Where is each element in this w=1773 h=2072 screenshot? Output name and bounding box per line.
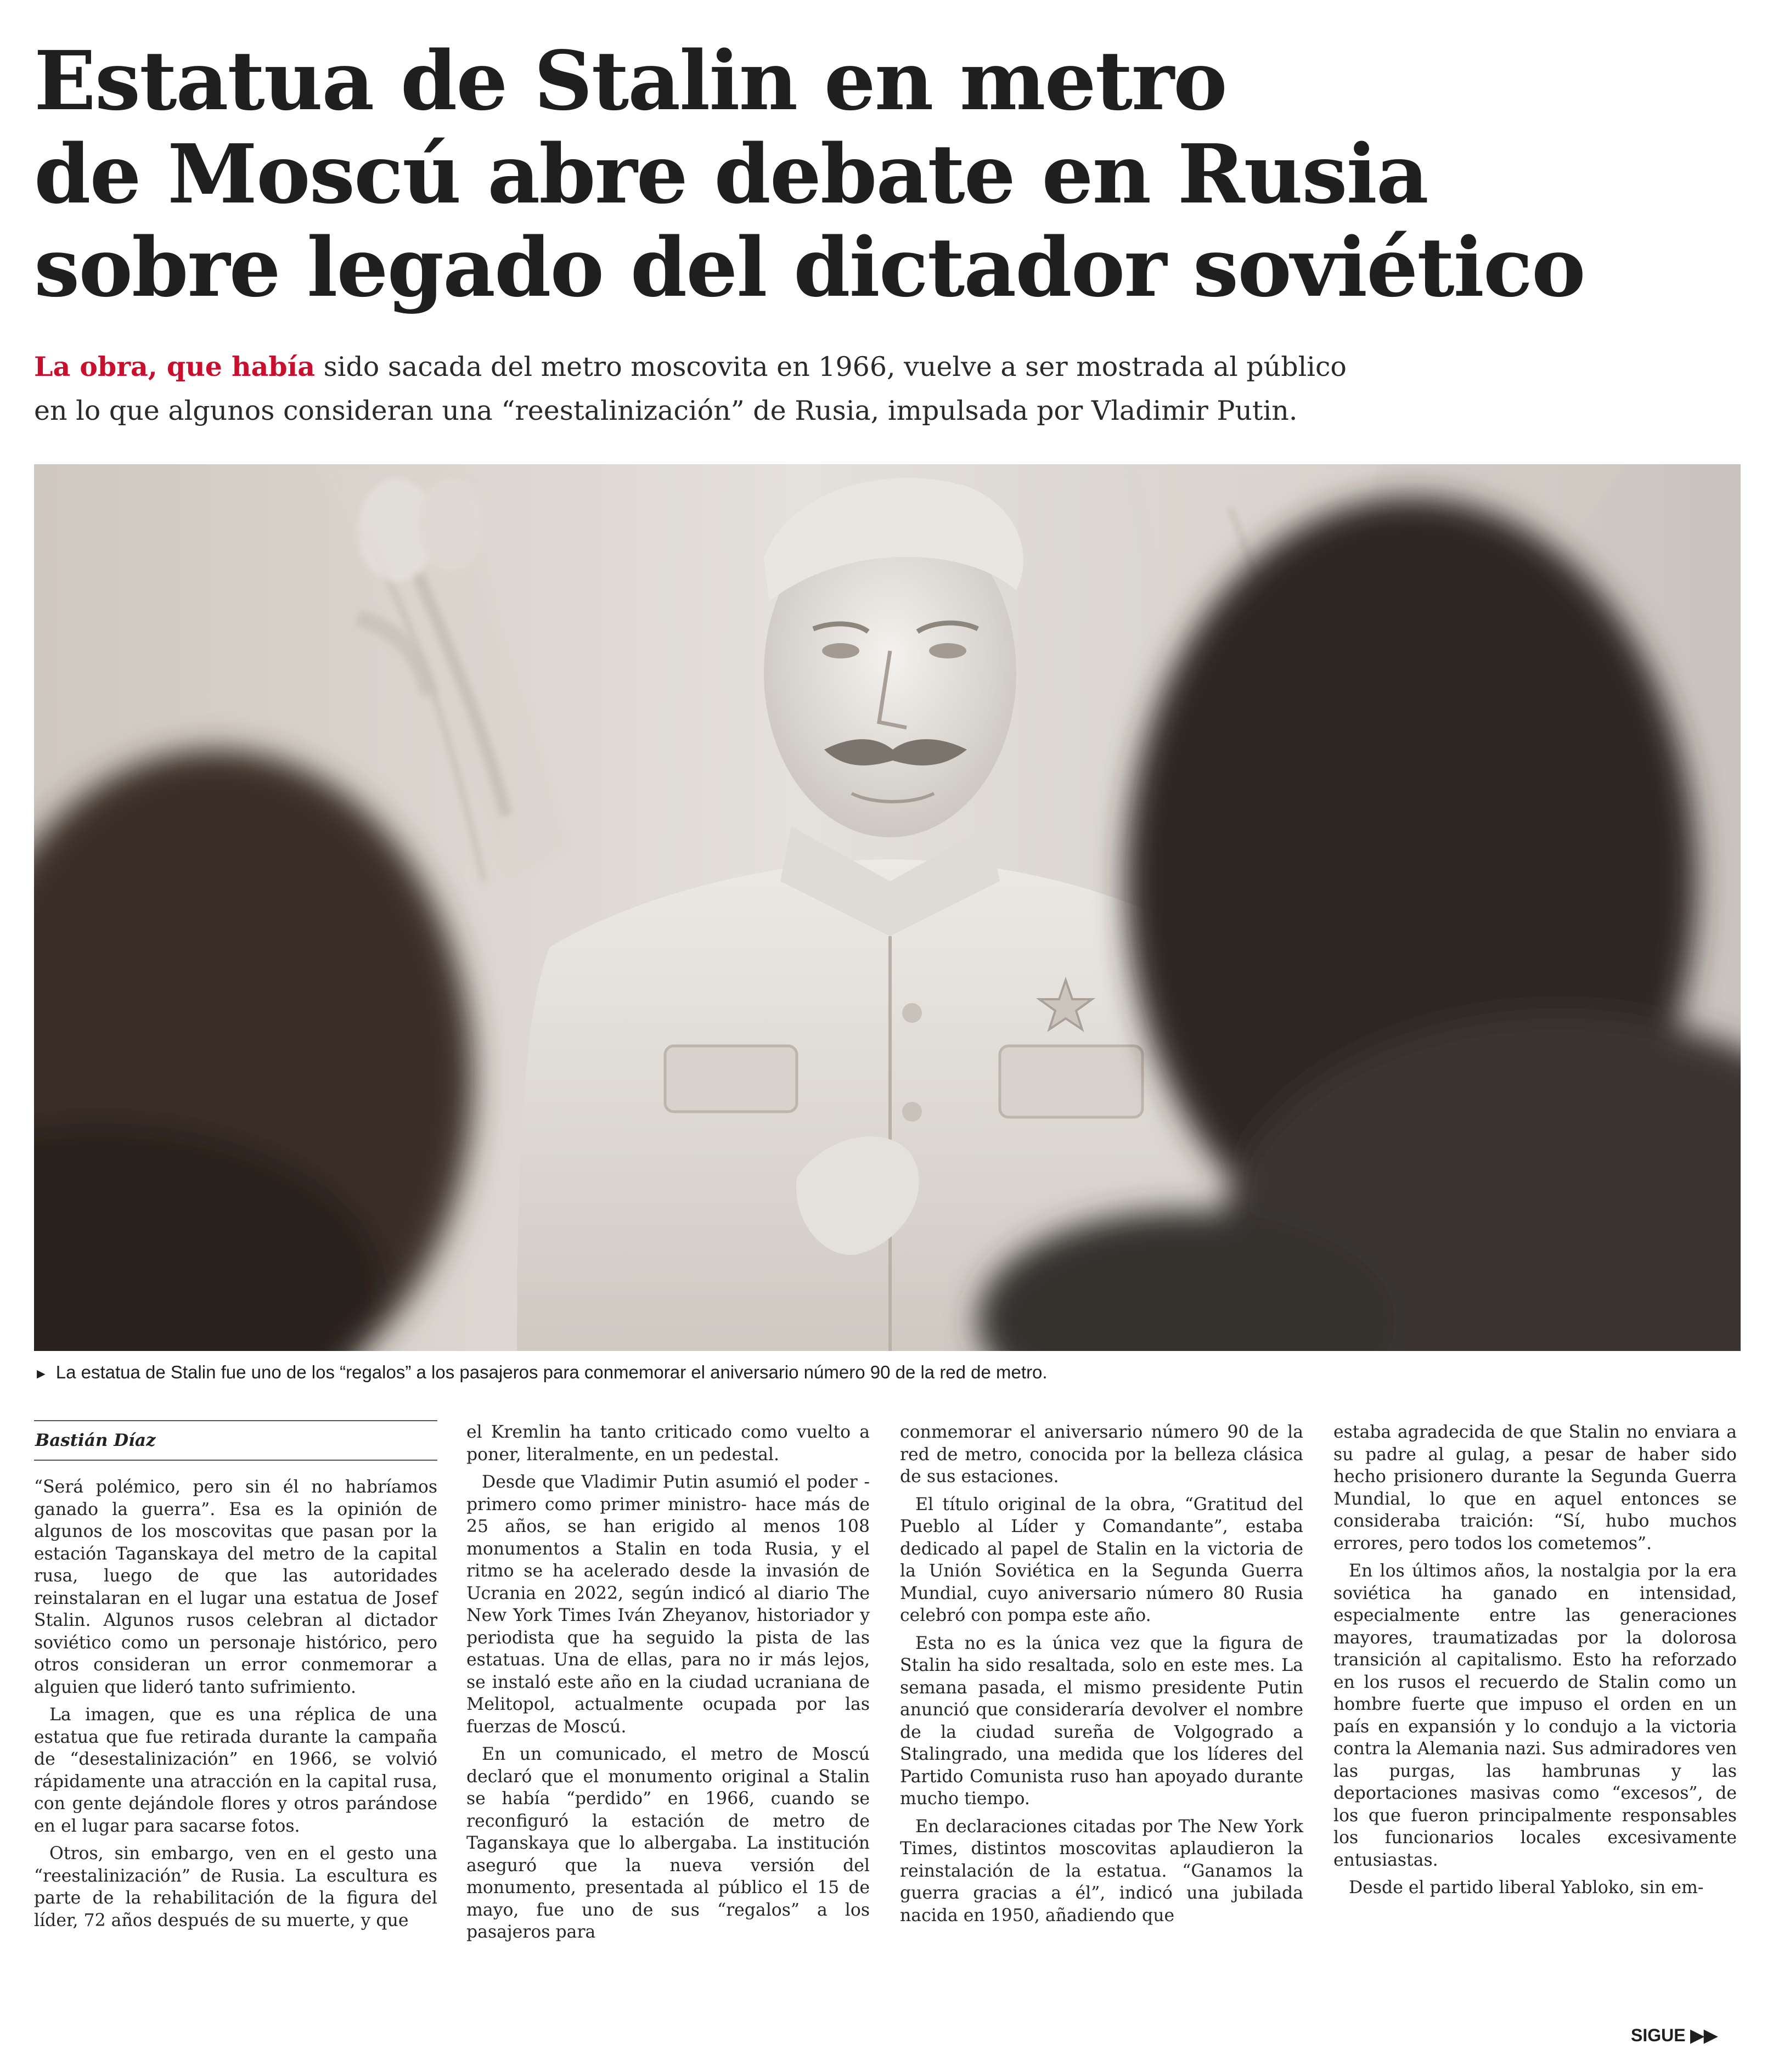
paragraph: el Kremlin ha tanto criticado como vuelto a poner, literalmente, en un pedestal.: [466, 1422, 870, 1465]
article-column-3: [900, 1421, 1303, 1927]
paragraph: Desde que Vladimir Putin asumió el poder -primero como primer ministro- hace más de 25 años, se han erigido al menos 108 monumentos a Stalin en toda Rusia, y el ritmo se ha acelerado desde la invasión de Ucrania en 2022, según indicó al diario The New York Times Iván Zheyanov, historiador y periodista que ha seguido la pista de las estatuas. Una de ellas, para no ir más lejos, se instaló este año en la ciudad ucraniana de Melitopol, actualmente ocupada por las fuerzas de Moscú.: [466, 1472, 870, 1737]
byline-block: [34, 1420, 437, 1461]
paragraph: Otros, sin embargo, ven en el gesto una “reestalinización” de Rusia. La escultura es parte de la rehabilitación de la figura del líder, 72 años después de su muerte, y que: [34, 1844, 437, 1930]
article-column-4: [1333, 1421, 1737, 1899]
deck-line-2: en lo que algunos consideran una “reestalinización” de Rusia, impulsada por Vladimir Putin.: [34, 395, 1298, 426]
deck-subheadline: [34, 345, 1746, 433]
paragraph: Esta no es la única vez que la figura de Stalin ha sido resaltada, solo en este mes. La semana pasada, el mismo presidente Putin anunció que consideraría devolver el nombre de la ciudad sureña de Volgogrado a Stalingrado, una medida que los líderes del Partido Comunista ruso han apoyado durante mucho tiempo.: [900, 1633, 1303, 1809]
caption-marker-icon: ►: [34, 1365, 48, 1382]
byline-bottom-rule: [34, 1460, 437, 1461]
paragraph: En los últimos años, la nostalgia por la era soviética ha ganado en intensidad, especialmente entre las generaciones mayores, traumatizadas por la dolorosa transición al capitalismo. Esto ha reforzado en los rusos el recuerdo de Stalin como un hombre fuerte que impuso el orden en un país en expansión y lo condujo a la victoria contra la Alemania nazi. Sus admiradores ven las purgas, las hambrunas y las deportaciones masivas como “excesos”, de los que fueron principalmente responsables los funcionarios locales excesivamente entusiastas.: [1333, 1561, 1737, 1870]
continue-marker: SIGUE ▶▶: [1631, 2025, 1718, 2045]
paragraph: estaba agradecida de que Stalin no enviara a su padre al gulag, a pesar de haber sido hecho prisionero durante la Segunda Guerra Mundial, lo que en aquel entonces se consideraba traición: “Sí, hubo muchos errores, pero todos los cometemos”.: [1333, 1422, 1737, 1553]
paragraph: “Será polémico, pero sin él no habríamos ganado la guerra”. Esa es la opinión de algunos de los moscovitas que pasan por la estación Taganskaya del metro de la capital rusa, luego de que las autoridades reinstalaran en el lugar una estatua de Josef Stalin. Algunos rusos celebran al dictador soviético como un personaje histórico, pero otros consideran un error conmemorar a alguien que lideró tanto sufrimiento.: [34, 1477, 437, 1697]
paragraph: Desde el partido liberal Yabloko, sin em-: [1349, 1878, 1704, 1898]
paragraph: En un comunicado, el metro de Moscú declaró que el monumento original a Stalin se había “perdido” en 1966, cuando se reconfiguró la estación de metro de Taganskaya que lo albergaba. La institución aseguró que la nueva versión del monumento, presentada al público el 15 de mayo, fue uno de sus “regalos” a los pasajeros para: [466, 1744, 870, 1942]
paragraph: La imagen, que es una réplica de una estatua que fue retirada durante la campaña de “desestalinización” en 1966, se volvió rápidamente una atracción en la capital rusa, con gente dejándole flores y otros parándose en el lugar para sacarse fotos.: [34, 1705, 437, 1836]
paragraph: En declaraciones citadas por The New York Times, distintos moscovitas aplaudieron la reinstalación de la estatua. “Ganamos la guerra gracias a él”, indicó una jubilada nacida en 1950, añadiendo que: [900, 1816, 1303, 1925]
caption-text: La estatua de Stalin fue uno de los “regalos” a los pasajeros para conmemorar el aniversario número 90 de la red de metro.: [55, 1362, 1048, 1382]
deck-line-1-rest: sido sacada del metro moscovita en 1966, vuelve a ser mostrada al público: [315, 351, 1347, 382]
article-column-2: [466, 1421, 870, 1944]
headline-line-2: de Moscú abre debate en Rusia: [34, 126, 1428, 222]
headline-line-1: Estatua de Stalin en metro: [34, 33, 1226, 128]
byline-author: Bastián Díaz: [35, 1431, 156, 1450]
paragraph: El título original de la obra, “Gratitud del Pueblo al Líder y Comandante”, estaba dedicado al papel de Stalin en la victoria de la Unión Soviética en la Segunda Guerra Mundial, cuyo aniversario número 80 Rusia celebró con pompa este año.: [900, 1494, 1303, 1625]
deck-lead: La obra, que había: [34, 351, 316, 382]
article-column-1: [34, 1476, 437, 1932]
deck-line-1: [34, 345, 1746, 389]
headline-line-3: sobre legado del dictador soviético: [34, 219, 1585, 315]
headline: [34, 34, 1746, 314]
photo-caption: [34, 1360, 1746, 1386]
paragraph: conmemorar el aniversario número 90 de la red de metro, conocida por la belleza clásica de sus estaciones.: [900, 1422, 1303, 1487]
stalin-statue-photo: [34, 464, 1741, 1351]
